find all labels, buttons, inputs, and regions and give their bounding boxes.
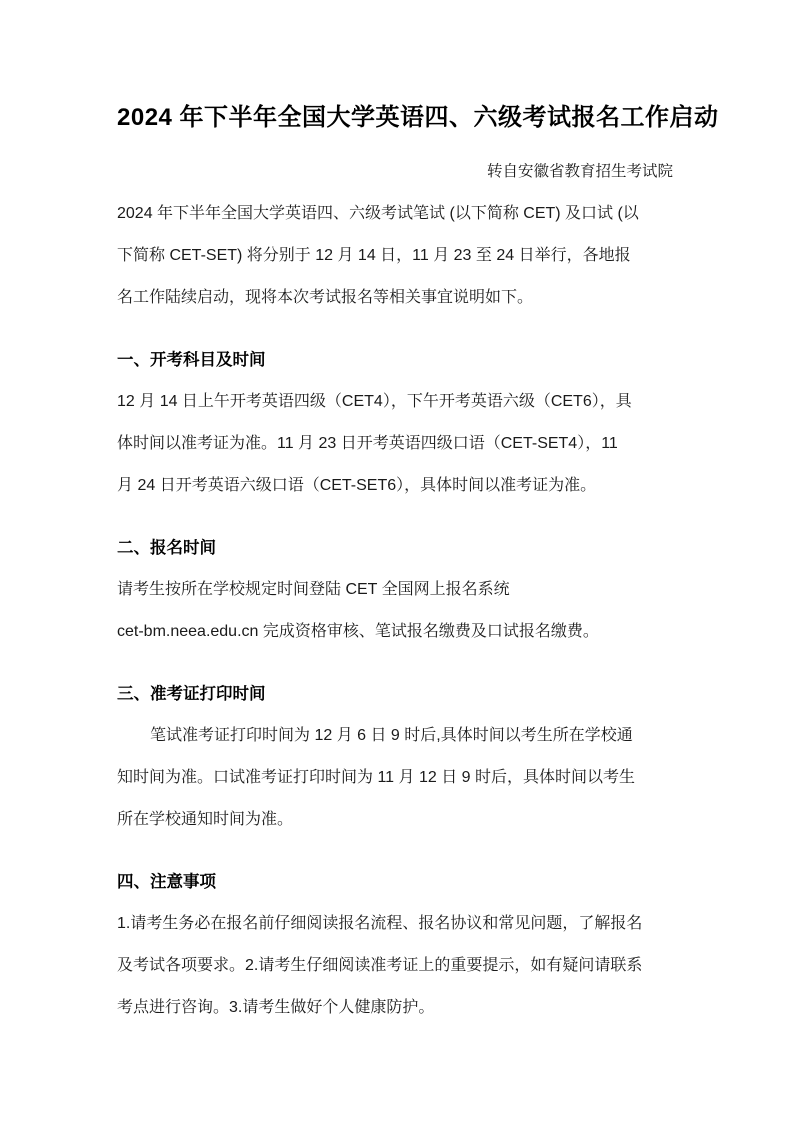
text-line: 知时间为准。口试准考证打印时间为 11 月 12 日 9 时后，具体时间以考生 bbox=[117, 769, 635, 786]
text-line: 所在学校通知时间为准。 bbox=[117, 811, 294, 828]
text-line: 12 月 14 日上午开考英语四级（CET4），下午开考英语六级（CET6），具 bbox=[117, 393, 632, 410]
section-heading: 二、报名时间 bbox=[117, 539, 216, 557]
text-line: 1.请考生务必在报名前仔细阅读报名流程、报名协议和常见问题，了解报名 bbox=[117, 915, 643, 932]
paragraph bbox=[117, 569, 673, 653]
text-line: 及考试各项要求。2.请考生仔细阅读准考证上的重要提示，如有疑问请联系 bbox=[117, 957, 643, 974]
doc-section bbox=[117, 673, 673, 841]
source-attribution: 转自安徽省教育招生考试院 bbox=[486, 163, 673, 180]
text-line: 2024 年下半年全国大学英语四、六级考试笔试 (以下简称 CET) 及口试 (以 bbox=[117, 205, 639, 222]
sections bbox=[117, 339, 673, 1029]
doc-section bbox=[117, 339, 673, 507]
text-line: 请考生按所在学校规定时间登陆 CET 全国网上报名系统 bbox=[117, 581, 510, 598]
doc-section bbox=[117, 861, 673, 1029]
page-title: 2024 年下半年全国大学英语四、六级考试报名工作启动 bbox=[117, 104, 719, 131]
intro-paragraph bbox=[117, 193, 673, 319]
text-line: 名工作陆续启动，现将本次考试报名等相关事宜说明如下。 bbox=[117, 289, 534, 306]
paragraph bbox=[117, 715, 673, 841]
section-heading: 四、注意事项 bbox=[117, 873, 216, 891]
text-line: 月 24 日开考英语六级口语（CET-SET6），具体时间以准考证为准。 bbox=[117, 477, 597, 494]
paragraph bbox=[117, 381, 673, 507]
text-line: cet-bm.neea.edu.cn 完成资格审核、笔试报名缴费及口试报名缴费。 bbox=[117, 623, 599, 640]
text-line: 笔试准考证打印时间为 12 月 6 日 9 时后,具体时间以考生所在学校通 bbox=[150, 727, 633, 744]
paragraph bbox=[117, 903, 673, 1029]
text-line: 体时间以准考证为准。11 月 23 日开考英语四级口语（CET-SET4），11 bbox=[117, 435, 618, 452]
section-heading: 一、开考科目及时间 bbox=[117, 351, 266, 369]
doc-section bbox=[117, 527, 673, 653]
section-heading: 三、准考证打印时间 bbox=[117, 685, 266, 703]
text-line: 下简称 CET-SET) 将分别于 12 月 14 日，11 月 23 至 24 日举行，各地报 bbox=[117, 247, 631, 264]
text-line: 考点进行咨询。3.请考生做好个人健康防护。 bbox=[117, 999, 435, 1016]
